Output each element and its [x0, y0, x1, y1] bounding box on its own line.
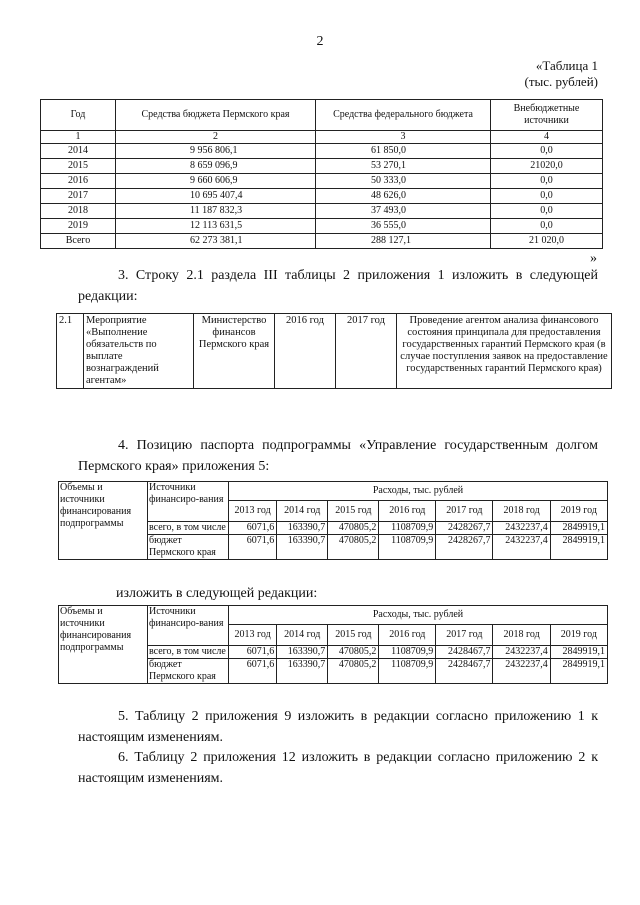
- row-label: бюджет Пермского края: [148, 659, 229, 684]
- paragraph-6: 5. Таблицу 2 приложения 9 изложить в редакции согласно приложению 1 к настоящим изменениям.: [78, 709, 598, 745]
- value-cell: 2849919,1: [550, 522, 607, 535]
- col-header-regional: Средства бюджета Пермского края: [116, 100, 316, 131]
- value-cell: 0,0: [491, 174, 603, 189]
- value-cell: 62 273 381,1: [116, 234, 316, 249]
- value-cell: 21020,0: [491, 159, 603, 174]
- year-header: 2013 год: [229, 501, 277, 522]
- value-cell: 0,0: [491, 144, 603, 159]
- value-cell: 2428267,7: [436, 535, 493, 560]
- value-cell: 2432237,4: [493, 535, 550, 560]
- year-header: 2014 год: [277, 625, 328, 646]
- paragraph-4: 4. Позицию паспорта подпрограммы «Управление государственным долгом Пермского края» приложения 5:: [78, 438, 598, 474]
- expenses-label: Расходы, тыс. рублей: [229, 482, 608, 501]
- table-row: [41, 144, 603, 159]
- value-cell: 36 555,0: [316, 219, 491, 234]
- value-cell: 2428467,7: [436, 659, 493, 684]
- value-cell: 53 270,1: [316, 159, 491, 174]
- table-index-row: [41, 131, 603, 144]
- table-row: [41, 204, 603, 219]
- value-cell: 2428267,7: [436, 522, 493, 535]
- index-cell: 1: [41, 131, 116, 144]
- executor-cell: Министерство финансов Пермского края: [194, 314, 275, 389]
- left-label: Объемы и источники финансирования подпрограммы: [59, 482, 148, 560]
- start-cell: 2016 год: [275, 314, 336, 389]
- year-header: 2017 год: [436, 625, 493, 646]
- value-cell: 163390,7: [277, 646, 328, 659]
- table1-title: «Таблица 1: [535, 58, 598, 73]
- year-cell: 2014: [41, 144, 116, 159]
- value-cell: 9 660 606,9: [116, 174, 316, 189]
- financing-table-new: [58, 605, 608, 684]
- table-row: [41, 219, 603, 234]
- table1-caption: [524, 58, 598, 90]
- value-cell: 0,0: [491, 219, 603, 234]
- row-label: бюджет Пермского края: [148, 535, 229, 560]
- table-row: [41, 159, 603, 174]
- value-cell: 2849919,1: [550, 535, 607, 560]
- year-cell: 2019: [41, 219, 116, 234]
- sources-label: Источники финансиро-вания: [148, 482, 229, 522]
- value-cell: 2428467,7: [436, 646, 493, 659]
- table-total-row: [41, 234, 603, 249]
- value-cell: 1108709,9: [379, 646, 436, 659]
- value-cell: 1108709,9: [379, 522, 436, 535]
- year-header: 2013 год: [229, 625, 277, 646]
- value-cell: 6071,6: [229, 646, 277, 659]
- index-cell: 2: [116, 131, 316, 144]
- value-cell: 163390,7: [277, 522, 328, 535]
- table-row: [41, 189, 603, 204]
- year-header: 2019 год: [550, 625, 607, 646]
- year-header: 2016 год: [379, 501, 436, 522]
- activity-table: [56, 313, 612, 389]
- value-cell: 2432237,4: [493, 646, 550, 659]
- year-header: 2018 год: [493, 625, 550, 646]
- financing-table-old: [58, 481, 608, 560]
- year-cell: Всего: [41, 234, 116, 249]
- value-cell: 12 113 631,5: [116, 219, 316, 234]
- activity-cell: Мероприятие «Выполнение обязательств по выплате вознаграждений агентам»: [84, 314, 194, 389]
- sources-label: Источники финансиро-вания: [148, 606, 229, 646]
- value-cell: 0,0: [491, 189, 603, 204]
- value-cell: 1108709,9: [379, 535, 436, 560]
- value-cell: 21 020,0: [491, 234, 603, 249]
- value-cell: 37 493,0: [316, 204, 491, 219]
- budget-table: [40, 99, 603, 249]
- value-cell: 2432237,4: [493, 522, 550, 535]
- value-cell: 61 850,0: [316, 144, 491, 159]
- table-header-row: [41, 100, 603, 131]
- table1-units: (тыс. рублей): [524, 74, 598, 89]
- year-header: 2017 год: [436, 501, 493, 522]
- year-header: 2016 год: [379, 625, 436, 646]
- value-cell: 48 626,0: [316, 189, 491, 204]
- value-cell: 163390,7: [277, 659, 328, 684]
- index-cell: 3: [316, 131, 491, 144]
- value-cell: 6071,6: [229, 535, 277, 560]
- value-cell: 11 187 832,3: [116, 204, 316, 219]
- value-cell: 50 333,0: [316, 174, 491, 189]
- table-header-row: [59, 606, 608, 625]
- value-cell: 9 956 806,1: [116, 144, 316, 159]
- result-cell: Проведение агентом анализа финансового состояния принципала для предоставления государственных гарантий Пермского края (в случае поступления заявок на предоставление государственных гарантий Пермского края): [397, 314, 612, 389]
- col-header-year: Год: [41, 100, 116, 131]
- value-cell: 1108709,9: [379, 659, 436, 684]
- col-header-extra: Внебюджетные источники: [491, 100, 603, 131]
- paragraph-5: изложить в следующей редакции:: [116, 586, 318, 601]
- value-cell: 470805,2: [328, 522, 379, 535]
- value-cell: 8 659 096,9: [116, 159, 316, 174]
- value-cell: 0,0: [491, 204, 603, 219]
- value-cell: 6071,6: [229, 659, 277, 684]
- table-header-row: [59, 482, 608, 501]
- table-row: [41, 174, 603, 189]
- value-cell: 288 127,1: [316, 234, 491, 249]
- year-header: 2018 год: [493, 501, 550, 522]
- value-cell: 470805,2: [328, 535, 379, 560]
- row-label: всего, в том числе: [148, 646, 229, 659]
- value-cell: 163390,7: [277, 535, 328, 560]
- value-cell: 6071,6: [229, 522, 277, 535]
- year-cell: 2018: [41, 204, 116, 219]
- expenses-label: Расходы, тыс. рублей: [229, 606, 608, 625]
- value-cell: 2849919,1: [550, 659, 607, 684]
- end-cell: 2017 год: [336, 314, 397, 389]
- table-row: [57, 314, 612, 389]
- page-number: 2: [316, 34, 324, 49]
- closing-quote: »: [590, 251, 597, 266]
- value-cell: 2432237,4: [493, 659, 550, 684]
- left-label: Объемы и источники финансирования подпрограммы: [59, 606, 148, 684]
- year-cell: 2016: [41, 174, 116, 189]
- col-header-federal: Средства федерального бюджета: [316, 100, 491, 131]
- value-cell: 470805,2: [328, 659, 379, 684]
- year-cell: 2017: [41, 189, 116, 204]
- paragraph-7: 6. Таблицу 2 приложения 12 изложить в редакции согласно приложению 2 к настоящим изменениям.: [78, 750, 598, 786]
- year-cell: 2015: [41, 159, 116, 174]
- year-header: 2014 год: [277, 501, 328, 522]
- value-cell: 10 695 407,4: [116, 189, 316, 204]
- index-cell: 4: [491, 131, 603, 144]
- value-cell: 470805,2: [328, 646, 379, 659]
- row-number: 2.1: [57, 314, 84, 389]
- paragraph-3: 3. Строку 2.1 раздела III таблицы 2 приложения 1 изложить в следующей редакции:: [78, 268, 598, 304]
- row-label: всего, в том числе: [148, 522, 229, 535]
- year-header: 2015 год: [328, 625, 379, 646]
- value-cell: 2849919,1: [550, 646, 607, 659]
- year-header: 2019 год: [550, 501, 607, 522]
- year-header: 2015 год: [328, 501, 379, 522]
